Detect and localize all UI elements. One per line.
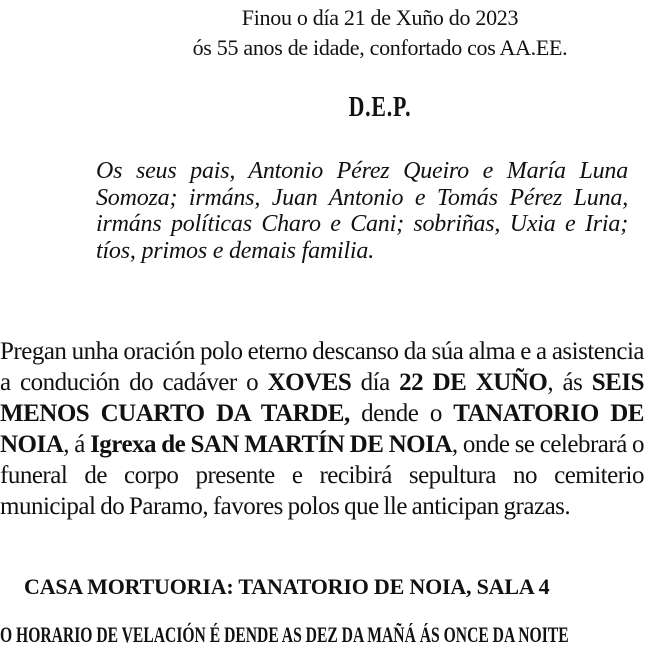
viewing-hours-line: O HORARIO DE VELACIÓN É DENDE AS DEZ DA MAÑÁ ÁS ONCE DA NOITE: [0, 622, 569, 647]
prayer-text-2: día: [351, 369, 400, 396]
funeral-home: TANATORIO DE NOIA: [0, 400, 644, 458]
church-name: Igrexa de SAN MARTÍN DE NOIA: [90, 431, 452, 458]
age-line: ós 55 anos de idade, confortado cos AA.EE.: [192, 35, 568, 60]
funeral-date: 22 DE XUÑO: [399, 369, 548, 396]
prayer-paragraph: [0, 336, 644, 522]
death-date-line: Finou o día 21 de Xuño do 2023: [241, 5, 519, 30]
prayer-text-5: , á: [63, 431, 91, 458]
dep-heading: D.E.P.: [348, 92, 412, 123]
prayer-text-3: , ás: [547, 369, 592, 396]
prayer-text-6: , onde se celebrará o funeral de corpo presente e recibirá sepultura no cemiterio municipal do Paramo, favores polos que lle anticipan grazas.: [0, 431, 645, 520]
prayer-text-4: dende o: [349, 400, 454, 427]
prayer-text-1: Pregan unha oración polo eterno descanso da súa alma e a asistencia a condución do cadáver o: [0, 338, 644, 396]
day-name: XOVES: [267, 369, 352, 396]
casa-mortuoria-line: CASA MORTUORIA: TANATORIO DE NOIA, SALA 4: [24, 574, 550, 599]
family-paragraph: Os seus pais, Antonio Pérez Queiro e María Luna Somoza; irmáns, Juan Antonio e Tomás Pérez Luna, irmáns políticas Charo e Cani; sobriñas, Uxia e Iria; tíos, primos e demais familia.: [96, 158, 628, 264]
funeral-time: SEIS MENOS CUARTO DA TARDE,: [0, 369, 644, 427]
